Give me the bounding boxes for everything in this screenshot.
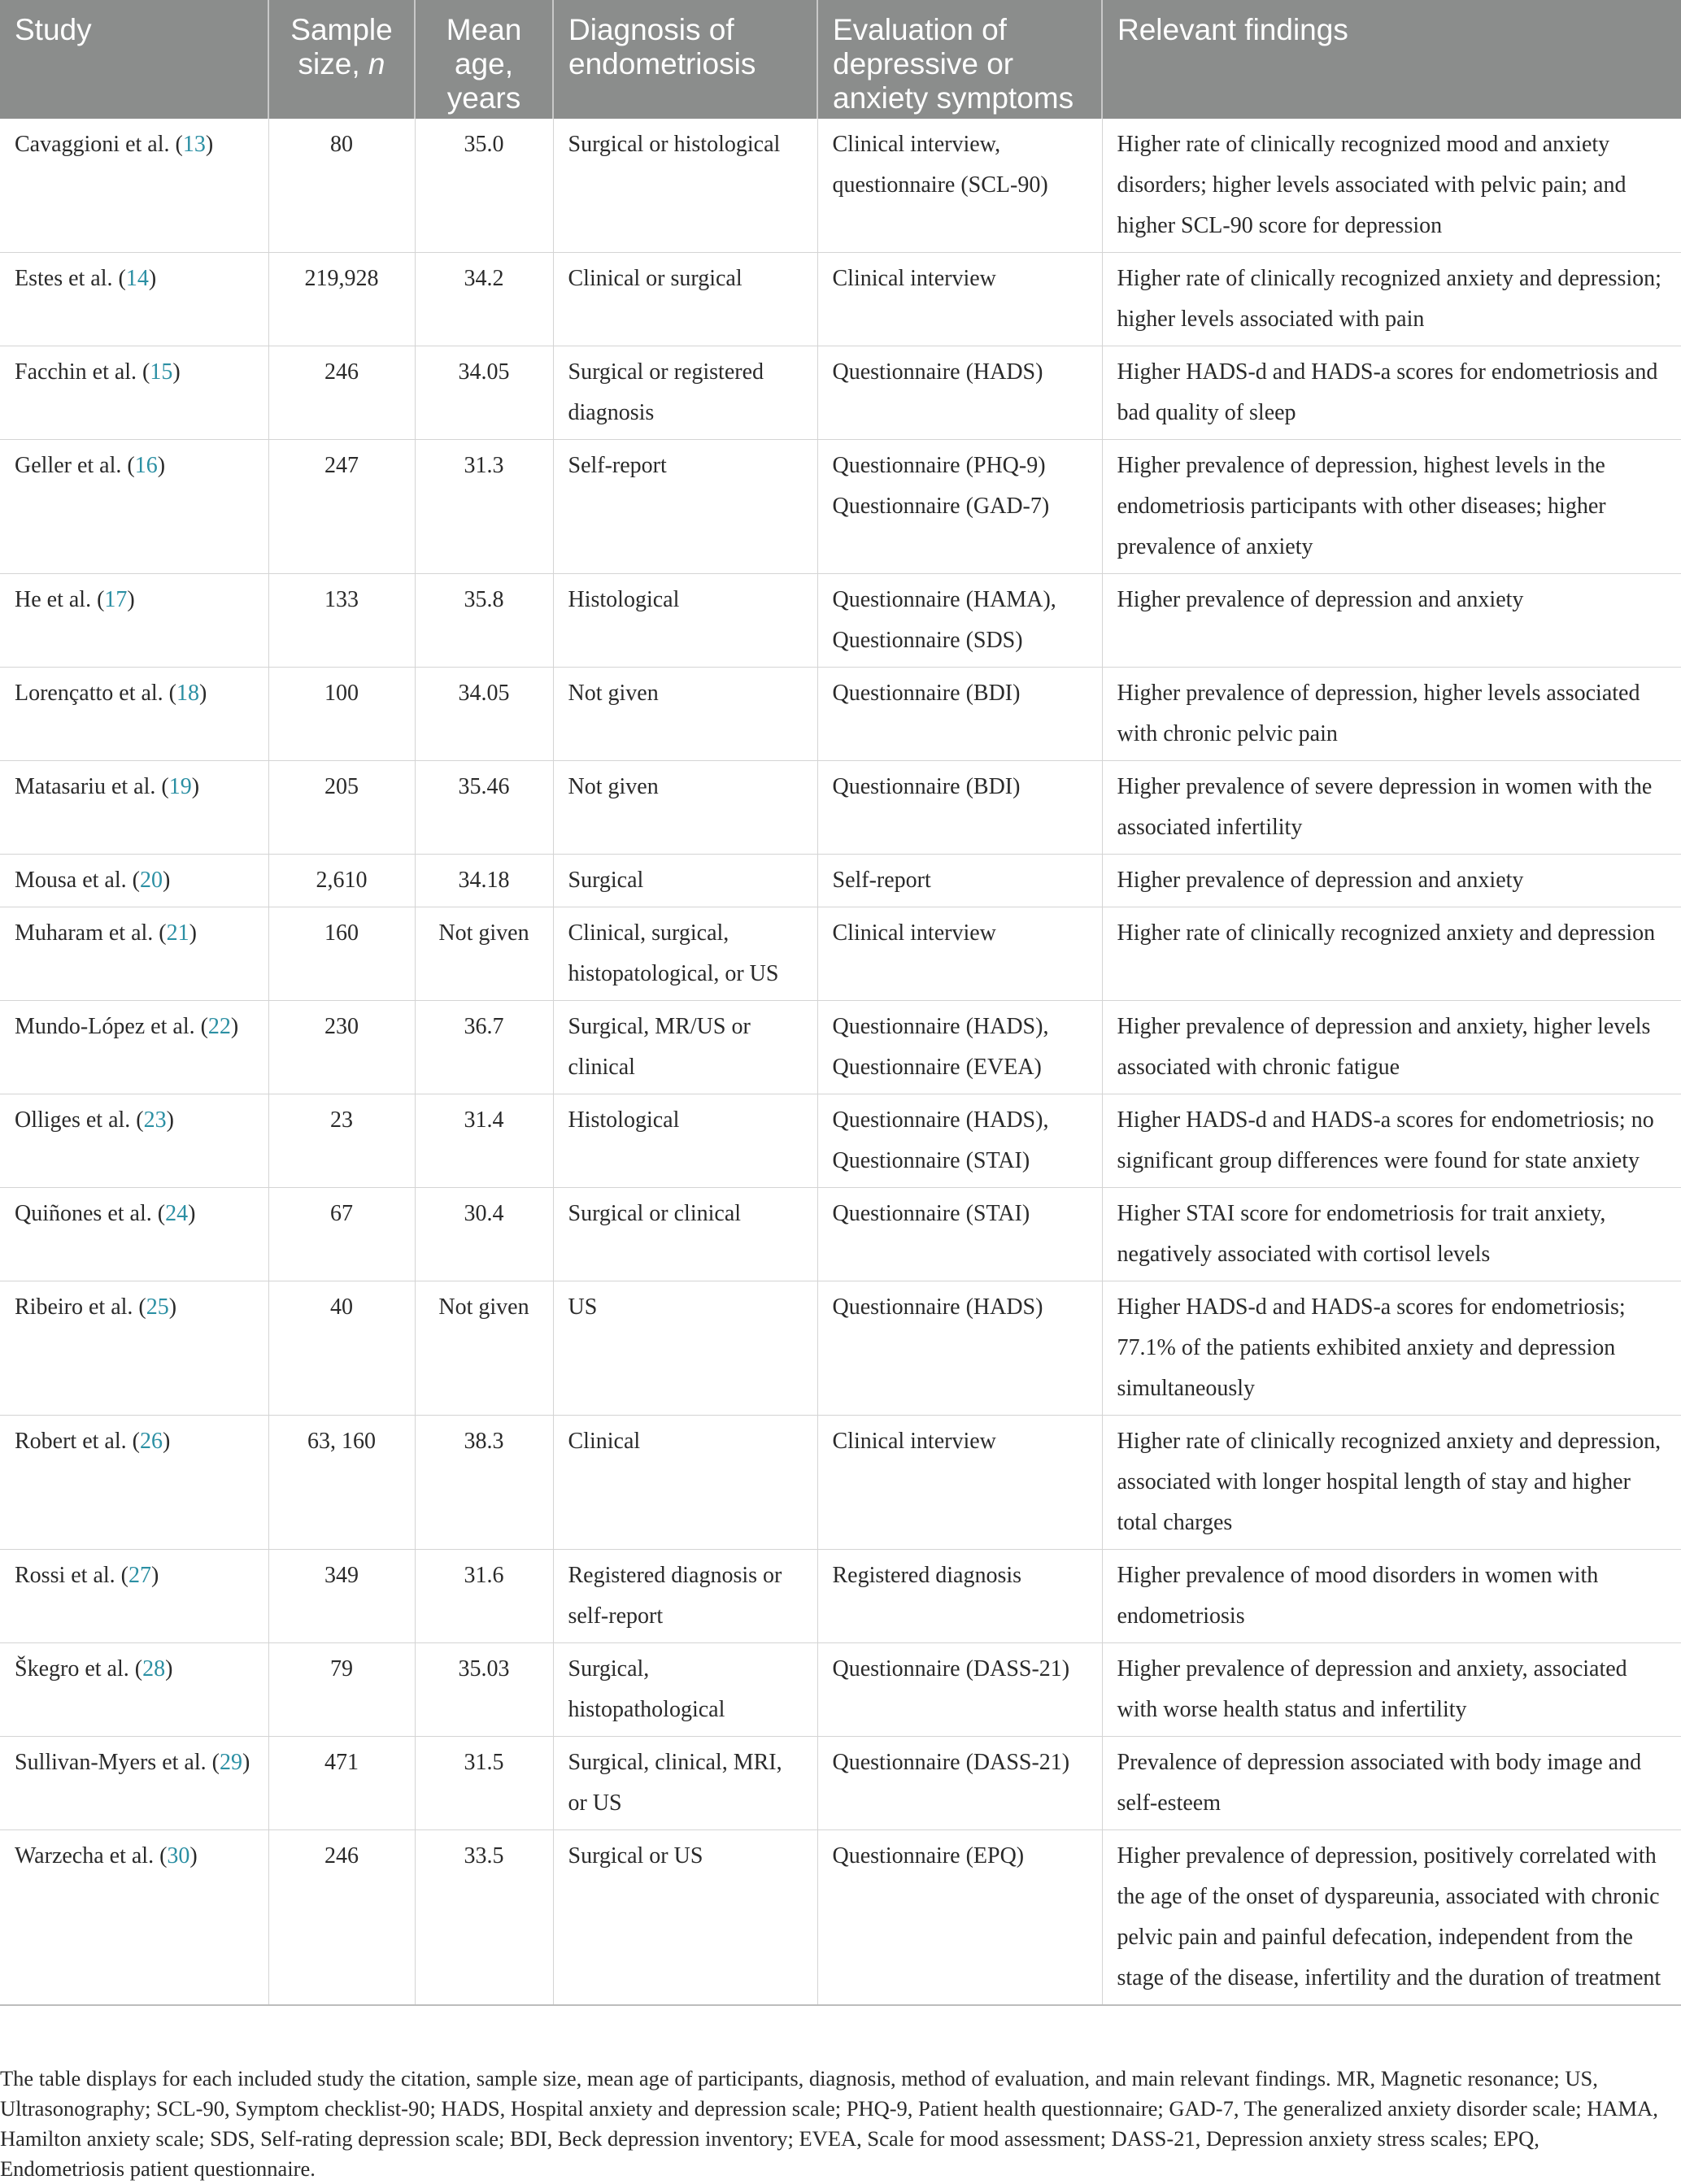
findings-cell: Higher rate of clinically recognized mood and anxiety disorders; higher levels associated with pelvic pain; and higher SCL-90 score for depression [1102,119,1681,253]
table-row [0,1001,1681,1094]
findings-cell: Higher prevalence of depression and anxiety, higher levels associated with chronic fatigue [1102,1001,1681,1094]
table-footnote: The table displays for each included study the citation, sample size, mean age of participants, diagnosis, method of evaluation, and main relevant findings. MR, Magnetic resonance; US, Ultrasonography; SCL-90, Symptom checklist-90; HADS, Hospital anxiety and depression scale; PHQ-9, Patient health questionnaire; GAD-7, The generalized anxiety disorder scale; HAMA, Hamilton anxiety scale; SDS, Self-rating depression scale; BDI, Beck depression inventory; EVEA, Scale for mood assessment; DASS-21, Depression anxiety stress scales; EPQ, Endometriosis patient questionnaire. [0,2066,1658,2181]
table-row [0,1281,1681,1416]
sample-size-cell: 80 [268,119,415,253]
reference-link[interactable]: 18 [176,681,200,706]
diagnosis-cell: Not given [553,668,817,761]
findings-cell: Higher rate of clinically recognized anxiety and depression [1102,907,1681,1001]
sample-size-cell: 205 [268,761,415,855]
sample-size-cell: 23 [268,1094,415,1188]
reference-link[interactable]: 25 [146,1294,169,1320]
reference-close: ) [205,132,214,157]
reference-link[interactable]: 16 [134,453,158,478]
study-cell [0,1094,268,1188]
evaluation-cell: Questionnaire (BDI) [817,668,1102,761]
reference-link[interactable]: 19 [168,774,192,799]
mean-age-cell: 36.7 [415,1001,553,1094]
header-diagnosis: Diagnosis of endometriosis [553,0,817,119]
sample-size-cell: 67 [268,1188,415,1281]
study-author: Škegro et al. ( [15,1656,143,1682]
diagnosis-cell: Surgical, MR/US or clinical [553,1001,817,1094]
table-row [0,668,1681,761]
study-author: Quiñones et al. ( [15,1201,166,1226]
study-author: Matasariu et al. ( [15,774,169,799]
findings-cell: Higher prevalence of severe depression in women with the associated infertility [1102,761,1681,855]
findings-cell: Higher prevalence of depression and anxiety [1102,855,1681,907]
table-row [0,1188,1681,1281]
reference-link[interactable]: 27 [128,1563,151,1588]
evaluation-cell: Clinical interview [817,907,1102,1001]
findings-cell: Higher HADS-d and HADS-a scores for endometriosis; 77.1% of the patients exhibited anxiety and depression simultaneously [1102,1281,1681,1416]
reference-close: ) [199,681,207,706]
diagnosis-cell: Self-report [553,440,817,574]
header-evaluation: Evaluation of depressive or anxiety symptoms [817,0,1102,119]
findings-cell: Higher HADS-d and HADS-a scores for endometriosis; no significant group differences were found for state anxiety [1102,1094,1681,1188]
study-cell [0,1737,268,1830]
diagnosis-cell: Surgical or histological [553,119,817,253]
study-author: Muharam et al. ( [15,920,167,946]
evaluation-cell: Self-report [817,855,1102,907]
study-cell [0,1643,268,1737]
reference-close: ) [165,1656,173,1682]
study-author: Geller et al. ( [15,453,135,478]
sample-size-cell: 246 [268,1830,415,2006]
study-author: Mundo-López et al. ( [15,1014,208,1039]
reference-close: ) [127,587,135,612]
header-mean-age: Mean age, years [415,0,553,119]
mean-age-cell: 34.18 [415,855,553,907]
evaluation-cell: Registered diagnosis [817,1550,1102,1643]
sample-size-cell: 100 [268,668,415,761]
study-cell [0,253,268,346]
evaluation-cell: Questionnaire (HADS) [817,346,1102,440]
header-study: Study [0,0,268,119]
study-author: Estes et al. ( [15,266,126,291]
reference-close: ) [151,1563,159,1588]
diagnosis-cell: Histological [553,574,817,668]
evaluation-cell: Questionnaire (BDI) [817,761,1102,855]
diagnosis-cell: Clinical or surgical [553,253,817,346]
mean-age-cell: 35.8 [415,574,553,668]
findings-cell: Higher rate of clinically recognized anxiety and depression, associated with longer hospital length of stay and higher total charges [1102,1416,1681,1550]
reference-close: ) [189,920,197,946]
reference-link[interactable]: 13 [182,132,206,157]
diagnosis-cell: Clinical, surgical, histopatological, or US [553,907,817,1001]
evaluation-cell: Questionnaire (DASS-21) [817,1737,1102,1830]
mean-age-cell: 38.3 [415,1416,553,1550]
study-cell [0,761,268,855]
table-row [0,574,1681,668]
reference-close: ) [191,774,200,799]
reference-close: ) [230,1014,239,1039]
reference-link[interactable]: 29 [219,1750,242,1775]
table-body [0,119,1681,2005]
diagnosis-cell: Histological [553,1094,817,1188]
table-row [0,1643,1681,1737]
study-cell [0,440,268,574]
mean-age-cell: Not given [415,907,553,1001]
findings-cell: Higher prevalence of depression and anxiety [1102,574,1681,668]
mean-age-cell: Not given [415,1281,553,1416]
study-author: Facchin et al. ( [15,359,150,385]
study-author: He et al. ( [15,587,105,612]
mean-age-cell: 30.4 [415,1188,553,1281]
evaluation-cell: Questionnaire (EPQ) [817,1830,1102,2006]
diagnosis-cell: Surgical, histopathological [553,1643,817,1737]
sample-size-cell: 219,928 [268,253,415,346]
table-row [0,1737,1681,1830]
mean-age-cell: 31.5 [415,1737,553,1830]
diagnosis-cell: US [553,1281,817,1416]
sample-size-cell: 230 [268,1001,415,1094]
reference-close: ) [148,266,157,291]
diagnosis-cell: Surgical or US [553,1830,817,2006]
reference-close: ) [189,1843,198,1869]
study-author: Sullivan-Myers et al. ( [15,1750,220,1775]
table-row [0,440,1681,574]
findings-cell: Higher prevalence of depression, positively correlated with the age of the onset of dyspareunia, associated with chronic pelvic pain and painful defecation, independent from the stage of the disease, infertility and the duration of treatment [1102,1830,1681,2006]
sample-size-cell: 246 [268,346,415,440]
study-cell [0,574,268,668]
study-author: Warzecha et al. ( [15,1843,168,1869]
mean-age-cell: 35.03 [415,1643,553,1737]
evaluation-cell: Clinical interview [817,1416,1102,1550]
reference-close: ) [168,1294,177,1320]
reference-link[interactable]: 30 [167,1843,190,1869]
reference-close: ) [166,1107,174,1133]
diagnosis-cell: Surgical or registered diagnosis [553,346,817,440]
table-row [0,1094,1681,1188]
reference-link[interactable]: 26 [139,1429,163,1454]
sample-size-cell: 160 [268,907,415,1001]
evaluation-cell: Clinical interview [817,253,1102,346]
header-findings: Relevant findings [1102,0,1681,119]
findings-cell: Higher prevalence of depression, highest levels in the endometriosis participants with other diseases; higher prevalence of anxiety [1102,440,1681,574]
mean-age-cell: 35.0 [415,119,553,253]
sample-size-cell: 471 [268,1737,415,1830]
header-sample-size: Sample size, n [268,0,415,119]
mean-age-cell: 34.05 [415,346,553,440]
reference-close: ) [188,1201,196,1226]
mean-age-cell: 34.2 [415,253,553,346]
study-cell [0,1830,268,2006]
study-author: Robert et al. ( [15,1429,140,1454]
reference-close: ) [162,1429,171,1454]
sample-size-cell: 40 [268,1281,415,1416]
findings-cell: Higher prevalence of mood disorders in women with endometriosis [1102,1550,1681,1643]
table-row [0,907,1681,1001]
reference-link[interactable]: 14 [125,266,149,291]
table-row [0,855,1681,907]
study-cell [0,907,268,1001]
study-author: Rossi et al. ( [15,1563,128,1588]
mean-age-cell: 34.05 [415,668,553,761]
study-cell [0,668,268,761]
sample-size-cell: 79 [268,1643,415,1737]
table-row [0,1830,1681,2006]
evaluation-cell: Questionnaire (HAMA), Questionnaire (SDS) [817,574,1102,668]
reference-link[interactable]: 20 [139,868,163,893]
study-author: Ribeiro et al. ( [15,1294,146,1320]
mean-age-cell: 33.5 [415,1830,553,2006]
sample-size-cell: 247 [268,440,415,574]
evaluation-cell: Clinical interview, questionnaire (SCL-90) [817,119,1102,253]
study-cell [0,1188,268,1281]
evaluation-cell: Questionnaire (HADS), Questionnaire (EVEA) [817,1001,1102,1094]
evaluation-cell: Questionnaire (DASS-21) [817,1643,1102,1737]
reference-link[interactable]: 22 [207,1014,231,1039]
table-row [0,253,1681,346]
findings-cell: Higher HADS-d and HADS-a scores for endometriosis and bad quality of sleep [1102,346,1681,440]
study-author: Mousa et al. ( [15,868,140,893]
diagnosis-cell: Clinical [553,1416,817,1550]
study-author: Lorençatto et al. ( [15,681,177,706]
diagnosis-cell: Surgical [553,855,817,907]
study-cell [0,346,268,440]
reference-close: ) [162,868,171,893]
study-cell [0,1416,268,1550]
mean-age-cell: 31.4 [415,1094,553,1188]
evaluation-cell: Questionnaire (HADS) [817,1281,1102,1416]
mean-age-cell: 31.6 [415,1550,553,1643]
reference-link[interactable]: 15 [150,359,173,385]
sample-size-cell: 133 [268,574,415,668]
table-header [0,0,1681,119]
study-author: Cavaggioni et al. ( [15,132,183,157]
sample-size-cell: 2,610 [268,855,415,907]
findings-cell: Higher STAI score for endometriosis for trait anxiety, negatively associated with cortisol levels [1102,1188,1681,1281]
table-row [0,1550,1681,1643]
diagnosis-cell: Registered diagnosis or self-report [553,1550,817,1643]
sample-size-cell: 63, 160 [268,1416,415,1550]
findings-cell: Higher prevalence of depression, higher levels associated with chronic pelvic pain [1102,668,1681,761]
reference-link[interactable]: 24 [165,1201,189,1226]
findings-cell: Higher rate of clinically recognized anxiety and depression; higher levels associated with pain [1102,253,1681,346]
reference-link[interactable]: 28 [142,1656,166,1682]
diagnosis-cell: Surgical or clinical [553,1188,817,1281]
reference-link[interactable]: 23 [143,1107,167,1133]
diagnosis-cell: Not given [553,761,817,855]
evaluation-cell: Questionnaire (PHQ-9) Questionnaire (GAD-7) [817,440,1102,574]
table-row [0,1416,1681,1550]
reference-close: ) [172,359,181,385]
reference-link[interactable]: 17 [104,587,128,612]
study-author: Olliges et al. ( [15,1107,144,1133]
reference-link[interactable]: 21 [166,920,189,946]
table-row [0,119,1681,253]
reference-close: ) [157,453,166,478]
diagnosis-cell: Surgical, clinical, MRI, or US [553,1737,817,1830]
findings-cell: Prevalence of depression associated with body image and self-esteem [1102,1737,1681,1830]
evaluation-cell: Questionnaire (STAI) [817,1188,1102,1281]
table-row [0,761,1681,855]
mean-age-cell: 31.3 [415,440,553,574]
sample-size-cell: 349 [268,1550,415,1643]
evaluation-cell: Questionnaire (HADS), Questionnaire (STAI) [817,1094,1102,1188]
study-cell [0,855,268,907]
study-cell [0,1001,268,1094]
mean-age-cell: 35.46 [415,761,553,855]
study-cell [0,1550,268,1643]
table-row [0,346,1681,440]
findings-cell: Higher prevalence of depression and anxiety, associated with worse health status and infertility [1102,1643,1681,1737]
study-cell [0,1281,268,1416]
reference-close: ) [242,1750,250,1775]
study-cell [0,119,268,253]
